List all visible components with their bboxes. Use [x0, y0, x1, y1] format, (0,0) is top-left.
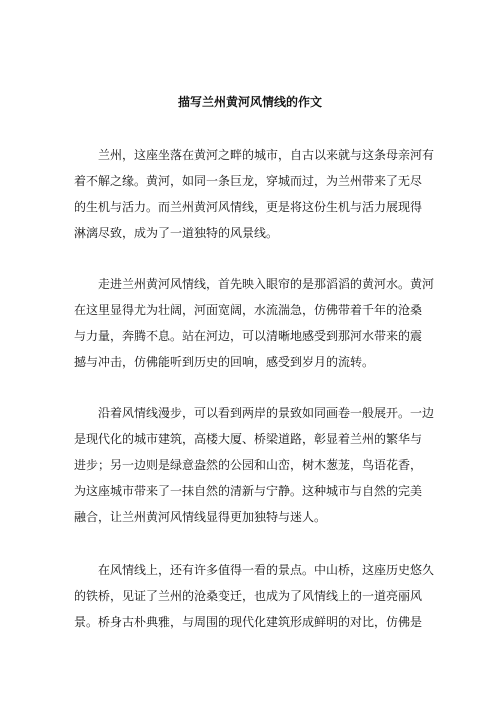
- paragraph-line: 在风情线上，还有许多值得一看的景点。中山桥，这座历史悠久: [74, 563, 435, 577]
- paragraph-line: 兰州，这座坐落在黄河之畔的城市，自古以来就与这条母亲河有: [74, 148, 435, 162]
- paragraph-line: 淋漓尽致，成为了一道独特的风景线。: [74, 226, 279, 240]
- paragraph-1: [74, 142, 434, 246]
- paragraph-line: 的生机与活力。而兰州黄河风情线，更是将这份生机与活力展现得: [74, 200, 423, 214]
- paragraph-2: [74, 271, 434, 375]
- paragraph-line: 的铁桥，见证了兰州的沧桑变迁，也成为了风情线上的一道亮丽风: [74, 589, 423, 603]
- paragraph-line: 沿着风情线漫步，可以看到两岸的景致如同画卷一般展开。一边: [74, 406, 435, 420]
- paragraph-line: 景。桥身古朴典雅，与周围的现代化建筑形成鲜明的对比，仿佛是: [74, 615, 423, 629]
- paragraph-line: 走进兰州黄河风情线，首先映入眼帘的是那滔滔的黄河水。黄河: [74, 277, 435, 291]
- paragraph-line: 在这里显得尤为壮阔，河面宽阔，水流湍急，仿佛带着千年的沧桑: [74, 303, 423, 317]
- paragraph-line: 着不解之缘。黄河，如同一条巨龙，穿城而过，为兰州带来了无尽: [74, 174, 423, 188]
- paragraph-line: 进步；另一边则是绿意盎然的公园和山峦，树木葱茏，鸟语花香，: [74, 458, 423, 472]
- document-title: 描写兰州黄河风情线的作文: [177, 95, 322, 109]
- paragraph-line: 与力量，奔腾不息。站在河边，可以清晰地感受到那河水带来的震: [74, 329, 423, 343]
- paragraph-line: 融合，让兰州黄河风情线显得更加独特与迷人。: [74, 510, 327, 524]
- paragraph-4: [74, 557, 434, 635]
- paragraph-line: 是现代化的城市建筑，高楼大厦、桥梁道路，彰显着兰州的繁华与: [74, 432, 423, 446]
- paragraph-line: 为这座城市带来了一抹自然的清新与宁静。这种城市与自然的完美: [74, 484, 423, 498]
- paragraph-3: [74, 400, 434, 530]
- paragraph-line: 撼与冲击，仿佛能听到历史的回响，感受到岁月的流转。: [74, 355, 375, 369]
